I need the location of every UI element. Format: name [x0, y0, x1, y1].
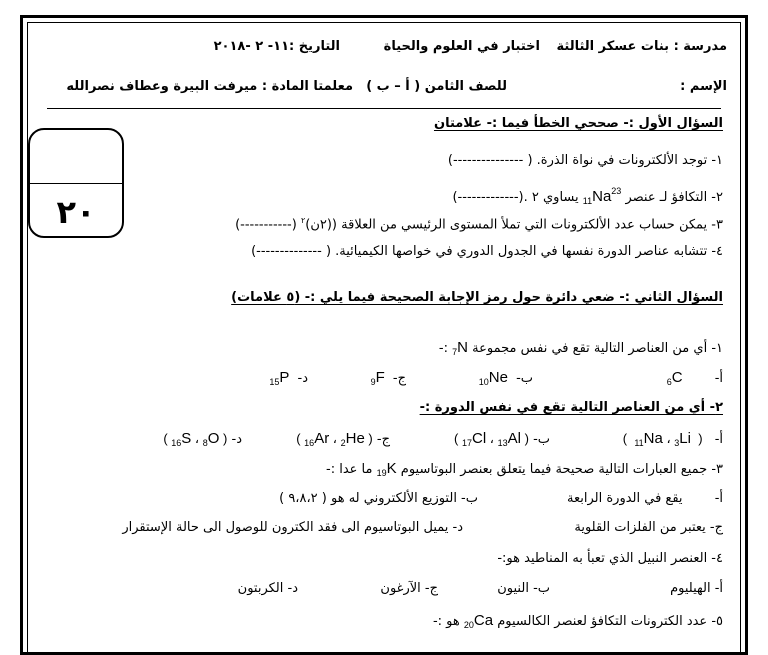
- q2-title: السؤال الثاني :- ضعي دائرة حول رمز الإجابة الصحيحة فيما يلي :- (٥ علامات): [231, 290, 723, 305]
- carbon-element: C: [671, 369, 683, 386]
- atomic-number: 3: [674, 438, 680, 448]
- element-symbol: He: [345, 430, 365, 447]
- potassium-element: K: [386, 460, 397, 477]
- element-symbol: Na: [643, 430, 663, 447]
- option-d-elements: ( $_{16}$S ، $_8$O ): [163, 430, 228, 448]
- q2-item-3-stem: [326, 460, 723, 482]
- q2-i4-option-d[interactable]: د- الكربتون: [237, 581, 298, 596]
- q1-s2-text-after: يساوي ٢ .(-------------): [452, 190, 579, 205]
- option-label: ب-: [516, 371, 533, 386]
- nitrogen-symbol: [452, 340, 468, 355]
- nitrogen-element: N: [457, 339, 468, 356]
- total-score: ٢٠: [56, 193, 96, 231]
- option-label: أ-: [714, 491, 723, 506]
- option-label: ج-: [376, 432, 390, 447]
- neon-symbol: [479, 370, 508, 385]
- sodium-element: Na: [592, 188, 612, 205]
- option-c-elements: ( $_{16}$Ar ، $_2$He ): [296, 430, 373, 448]
- q2-i5-stem-text: ٥- عدد الكترونات التكافؤ لعنصر الكالسيوم: [497, 614, 723, 629]
- q2-i4-option-c[interactable]: ج- الآرغون: [380, 581, 438, 596]
- element-symbol: O: [207, 430, 220, 447]
- teachers-label: معلمتا المادة : ميرفت البيرة وعطاف نصرالله: [66, 79, 353, 94]
- header-divider: [47, 108, 721, 109]
- potassium-atomic-number: 19: [376, 468, 387, 478]
- q2-i1-stem-text: ١- أي من العناصر التالية تقع في نفس مجموعة: [472, 341, 723, 356]
- option-label: ب-: [533, 432, 550, 447]
- sodium-symbol: [582, 186, 622, 206]
- q1-statement-4: ٤- تتشابه عناصر الدورة نفسها في الجدول الدوري في خواصها الكيميائية. ( --------------): [251, 244, 723, 259]
- exam-date: التاريخ :١١- ٢ -٢٠١٨: [213, 39, 340, 54]
- element-symbol: Li: [679, 430, 691, 447]
- q2-i1-option-b[interactable]: [479, 369, 533, 391]
- phosphorus-atomic-number: 15: [269, 377, 280, 387]
- grade-box-divider: [30, 183, 122, 184]
- option-a-elements: ( $_{11}$Na ، $_3$Li ): [622, 430, 703, 448]
- q1-s3-text-before: ٣- يمكن حساب عدد الألكترونات التي تملأ المستوى الرئيسي من العلاقة ((٢ن): [305, 217, 723, 233]
- phosphorus-symbol: [269, 370, 289, 385]
- neon-atomic-number: 10: [478, 377, 489, 387]
- element-symbol: Ar: [314, 430, 330, 447]
- q2-item-2-stem: ٢- أي من العناصر التالية تقع في نفس الدورة :-: [419, 400, 723, 415]
- atomic-number: 8: [202, 438, 208, 448]
- element-symbol: Cl: [472, 430, 487, 447]
- q2-i2-option-d[interactable]: [163, 430, 242, 452]
- q1-statement-3: [235, 212, 723, 234]
- fluorine-atomic-number: 9: [370, 377, 376, 387]
- q1-s3-text-after: (-----------): [235, 217, 297, 233]
- nitrogen-atomic-number: 7: [452, 347, 458, 357]
- q1-title: السؤال الأول :- صححي الخطأ فيما :- علامتان: [433, 116, 723, 131]
- carbon-atomic-number: 6: [666, 377, 672, 387]
- element-symbol: S: [181, 430, 192, 447]
- q1-s2-text-before: ٢- التكافؤ لـ عنصر: [625, 190, 723, 205]
- q2-i2-option-b[interactable]: [454, 430, 550, 452]
- fluorine-symbol: [371, 370, 385, 385]
- option-text: يقع في الدورة الرابعة: [567, 491, 683, 506]
- calcium-element: Ca: [473, 612, 494, 629]
- q2-i3-option-b[interactable]: ب- التوزيع الألكتروني له هو ( ٩،٨،٢ ): [279, 491, 478, 506]
- option-label: د-: [297, 371, 308, 386]
- sodium-mass-number: 23: [611, 186, 622, 196]
- grade-box: [28, 128, 124, 238]
- fluorine-element: F: [375, 369, 385, 386]
- sodium-atomic-number: 11: [582, 196, 593, 206]
- class-label: للصف الثامن ( أ – ب ): [366, 79, 507, 94]
- q2-i3-option-d[interactable]: د- يميل البوتاسيوم الى فقد الكترون للوصول الى حالة الإستقرار: [122, 520, 463, 535]
- q2-item-4-stem: ٤- العنصر النبيل الذي تعبأ به المناطيد هو:-: [497, 551, 723, 566]
- q1-statement-2: [452, 182, 723, 210]
- atomic-number: 2: [340, 438, 346, 448]
- phosphorus-element: P: [279, 369, 290, 386]
- calcium-atomic-number: 20: [463, 620, 474, 630]
- school-name: مدرسة : بنات عسكر الثالثة: [556, 39, 727, 54]
- potassium-symbol: [377, 461, 397, 476]
- q2-i3-option-a[interactable]: [567, 490, 723, 508]
- atomic-number: 17: [462, 438, 473, 448]
- q2-i3-option-c[interactable]: ج- يعتبر من الفلزات القلوية: [574, 520, 723, 535]
- atomic-number: 16: [304, 438, 315, 448]
- atomic-number: 13: [497, 438, 508, 448]
- student-name-label: الإسم :: [680, 79, 727, 94]
- q2-i2-option-a[interactable]: [623, 430, 723, 452]
- option-label: أ-: [714, 371, 723, 386]
- q1-s3-exponent: ٢: [300, 216, 306, 225]
- q2-i3-stem-end: ما عدا :-: [326, 462, 373, 477]
- element-symbol: Al: [507, 430, 521, 447]
- option-label: أ-: [714, 432, 723, 447]
- q2-item-1-stem: [439, 339, 723, 361]
- option-label: ج-: [392, 371, 406, 386]
- q2-i4-option-b[interactable]: ب- النيون: [497, 581, 550, 596]
- carbon-symbol: [667, 370, 683, 385]
- atomic-number: 16: [171, 438, 182, 448]
- q2-i1-option-d[interactable]: [269, 369, 308, 391]
- exam-title: اختبار في العلوم والحياة: [383, 39, 540, 54]
- q2-i1-stem-end: :-: [438, 341, 448, 356]
- q1-statement-1: ١- توجد الألكترونات في نواة الذرة. ( ---------------): [447, 153, 723, 168]
- option-label: د-: [231, 432, 242, 447]
- q2-i5-stem-end: هو :-: [432, 614, 460, 629]
- atomic-number: 11: [634, 438, 644, 448]
- q2-i2-option-c[interactable]: [296, 430, 390, 452]
- q2-i1-option-a[interactable]: [667, 369, 723, 391]
- q2-i4-option-a[interactable]: أ- الهيليوم: [670, 581, 723, 596]
- calcium-symbol: [464, 613, 493, 628]
- q2-i3-stem-text: ٣- جميع العبارات التالية صحيحة فيما يتعلق بعنصر البوتاسيوم: [400, 462, 723, 477]
- option-b-elements: ( $_{17}$Cl ، $_{13}$Al ): [454, 430, 529, 448]
- q2-item-5-stem: [433, 612, 723, 634]
- neon-element: Ne: [488, 369, 508, 386]
- q2-i1-option-c[interactable]: [371, 369, 406, 391]
